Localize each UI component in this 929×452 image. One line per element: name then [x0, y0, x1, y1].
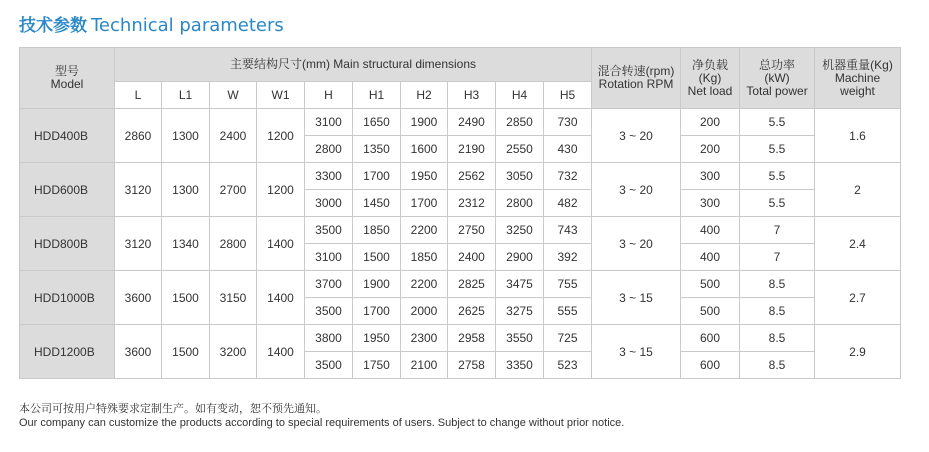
model-name: HDD1000B: [20, 271, 115, 325]
cell-h4: 3275: [496, 298, 544, 325]
cell-load: 300: [681, 163, 740, 190]
model-name: HDD1200B: [20, 325, 115, 379]
cell-h4: 3475: [496, 271, 544, 298]
cell-h2: 1600: [401, 136, 448, 163]
cell-h5: 725: [544, 325, 592, 352]
cell-h2: 2300: [401, 325, 448, 352]
col-w: W: [210, 82, 257, 109]
cell-h: 2800: [305, 136, 353, 163]
parameters-table: [19, 47, 901, 379]
cell-h5: 430: [544, 136, 592, 163]
cell-h2: 1950: [401, 163, 448, 190]
cell-load: 500: [681, 271, 740, 298]
header-model: 型号 Model: [20, 48, 115, 109]
cell-w1: 1200: [257, 163, 305, 217]
cell-h3: 2312: [448, 190, 496, 217]
cell-h5: 730: [544, 109, 592, 136]
cell-load: 500: [681, 298, 740, 325]
col-h3: H3: [448, 82, 496, 109]
cell-power: 5.5: [740, 163, 815, 190]
cell-h4: 2850: [496, 109, 544, 136]
cell-w: 2700: [210, 163, 257, 217]
cell-h3: 2825: [448, 271, 496, 298]
table-row: [20, 271, 901, 298]
header-dimensions: 主要结构尺寸(mm) Main structural dimensions: [115, 48, 592, 82]
cell-h3: 2958: [448, 325, 496, 352]
model-name: HDD600B: [20, 163, 115, 217]
col-h2: H2: [401, 82, 448, 109]
cell-h3: 2750: [448, 217, 496, 244]
cell-h3: 2490: [448, 109, 496, 136]
cell-h2: 1900: [401, 109, 448, 136]
table-row: [20, 325, 901, 352]
cell-h1: 1700: [353, 163, 401, 190]
cell-h2: 2200: [401, 271, 448, 298]
cell-rpm: 3 ~ 15: [592, 325, 681, 379]
cell-h1: 1450: [353, 190, 401, 217]
cell-w: 2400: [210, 109, 257, 163]
cell-l1: 1340: [162, 217, 210, 271]
cell-load: 600: [681, 325, 740, 352]
cell-h: 3100: [305, 109, 353, 136]
cell-weight: 2.4: [815, 217, 901, 271]
cell-power: 5.5: [740, 190, 815, 217]
cell-weight: 2.9: [815, 325, 901, 379]
cell-w1: 1200: [257, 109, 305, 163]
cell-h4: 2800: [496, 190, 544, 217]
cell-h5: 482: [544, 190, 592, 217]
footnote-en: Our company can customize the products according to special requirements of users. Subject to change without prior notice.: [19, 417, 625, 429]
table-row: [20, 163, 901, 190]
cell-h4: 3550: [496, 325, 544, 352]
cell-h3: 2625: [448, 298, 496, 325]
cell-power: 5.5: [740, 109, 815, 136]
cell-h2: 2200: [401, 217, 448, 244]
cell-w: 3150: [210, 271, 257, 325]
cell-h2: 1850: [401, 244, 448, 271]
cell-h2: 2100: [401, 352, 448, 379]
cell-h: 3100: [305, 244, 353, 271]
col-w1: W1: [257, 82, 305, 109]
title-en: Technical parameters: [91, 15, 284, 36]
cell-l1: 1500: [162, 325, 210, 379]
col-l: L: [115, 82, 162, 109]
cell-power: 7: [740, 217, 815, 244]
cell-h4: 3350: [496, 352, 544, 379]
col-h4: H4: [496, 82, 544, 109]
cell-l1: 1300: [162, 163, 210, 217]
col-l1: L1: [162, 82, 210, 109]
header-weight: 机器重量(Kg) Machine weight: [815, 48, 901, 109]
cell-load: 300: [681, 190, 740, 217]
cell-h1: 1900: [353, 271, 401, 298]
cell-h1: 1700: [353, 298, 401, 325]
header-rpm: 混合转速(rpm) Rotation RPM: [592, 48, 681, 109]
header-power: 总功率 (kW) Total power: [740, 48, 815, 109]
cell-h5: 732: [544, 163, 592, 190]
model-name: HDD400B: [20, 109, 115, 163]
cell-h1: 1750: [353, 352, 401, 379]
cell-load: 200: [681, 136, 740, 163]
cell-w1: 1400: [257, 217, 305, 271]
header-load: 净负载 (Kg) Net load: [681, 48, 740, 109]
cell-h4: 2550: [496, 136, 544, 163]
cell-h5: 755: [544, 271, 592, 298]
cell-h5: 523: [544, 352, 592, 379]
cell-h: 3500: [305, 217, 353, 244]
cell-w: 2800: [210, 217, 257, 271]
cell-power: 8.5: [740, 325, 815, 352]
table-row: [20, 217, 901, 244]
cell-rpm: 3 ~ 20: [592, 217, 681, 271]
cell-h5: 392: [544, 244, 592, 271]
cell-load: 400: [681, 217, 740, 244]
cell-power: 8.5: [740, 298, 815, 325]
cell-h4: 3250: [496, 217, 544, 244]
cell-h5: 743: [544, 217, 592, 244]
cell-h3: 2758: [448, 352, 496, 379]
cell-power: 5.5: [740, 136, 815, 163]
cell-w1: 1400: [257, 271, 305, 325]
col-h1: H1: [353, 82, 401, 109]
cell-l: 3600: [115, 325, 162, 379]
cell-h4: 2900: [496, 244, 544, 271]
cell-h4: 3050: [496, 163, 544, 190]
cell-load: 200: [681, 109, 740, 136]
cell-h: 3000: [305, 190, 353, 217]
cell-rpm: 3 ~ 20: [592, 163, 681, 217]
cell-l1: 1500: [162, 271, 210, 325]
cell-rpm: 3 ~ 20: [592, 109, 681, 163]
title-cn: 技术参数: [19, 16, 87, 36]
cell-h: 3500: [305, 298, 353, 325]
cell-h2: 1700: [401, 190, 448, 217]
cell-l: 3120: [115, 163, 162, 217]
cell-h3: 2400: [448, 244, 496, 271]
cell-l: 3120: [115, 217, 162, 271]
cell-h: 3700: [305, 271, 353, 298]
cell-power: 7: [740, 244, 815, 271]
cell-power: 8.5: [740, 352, 815, 379]
cell-load: 400: [681, 244, 740, 271]
cell-w: 3200: [210, 325, 257, 379]
cell-h1: 1850: [353, 217, 401, 244]
cell-h1: 1350: [353, 136, 401, 163]
cell-l1: 1300: [162, 109, 210, 163]
cell-weight: 2: [815, 163, 901, 217]
cell-w1: 1400: [257, 325, 305, 379]
model-name: HDD800B: [20, 217, 115, 271]
cell-weight: 2.7: [815, 271, 901, 325]
cell-l: 3600: [115, 271, 162, 325]
cell-power: 8.5: [740, 271, 815, 298]
cell-h: 3800: [305, 325, 353, 352]
footnote: [19, 402, 624, 430]
col-h: H: [305, 82, 353, 109]
cell-load: 600: [681, 352, 740, 379]
page-title: [19, 12, 284, 40]
table-row: [20, 109, 901, 136]
cell-h1: 1500: [353, 244, 401, 271]
cell-h3: 2562: [448, 163, 496, 190]
cell-l: 2860: [115, 109, 162, 163]
cell-weight: 1.6: [815, 109, 901, 163]
col-h5: H5: [544, 82, 592, 109]
cell-h2: 2000: [401, 298, 448, 325]
cell-h1: 1650: [353, 109, 401, 136]
cell-h: 3500: [305, 352, 353, 379]
cell-rpm: 3 ~ 15: [592, 271, 681, 325]
cell-h1: 1950: [353, 325, 401, 352]
cell-h: 3300: [305, 163, 353, 190]
footnote-cn: 本公司可按用户特殊要求定制生产。如有变动，恕不预先通知。: [19, 403, 327, 415]
cell-h5: 555: [544, 298, 592, 325]
cell-h3: 2190: [448, 136, 496, 163]
